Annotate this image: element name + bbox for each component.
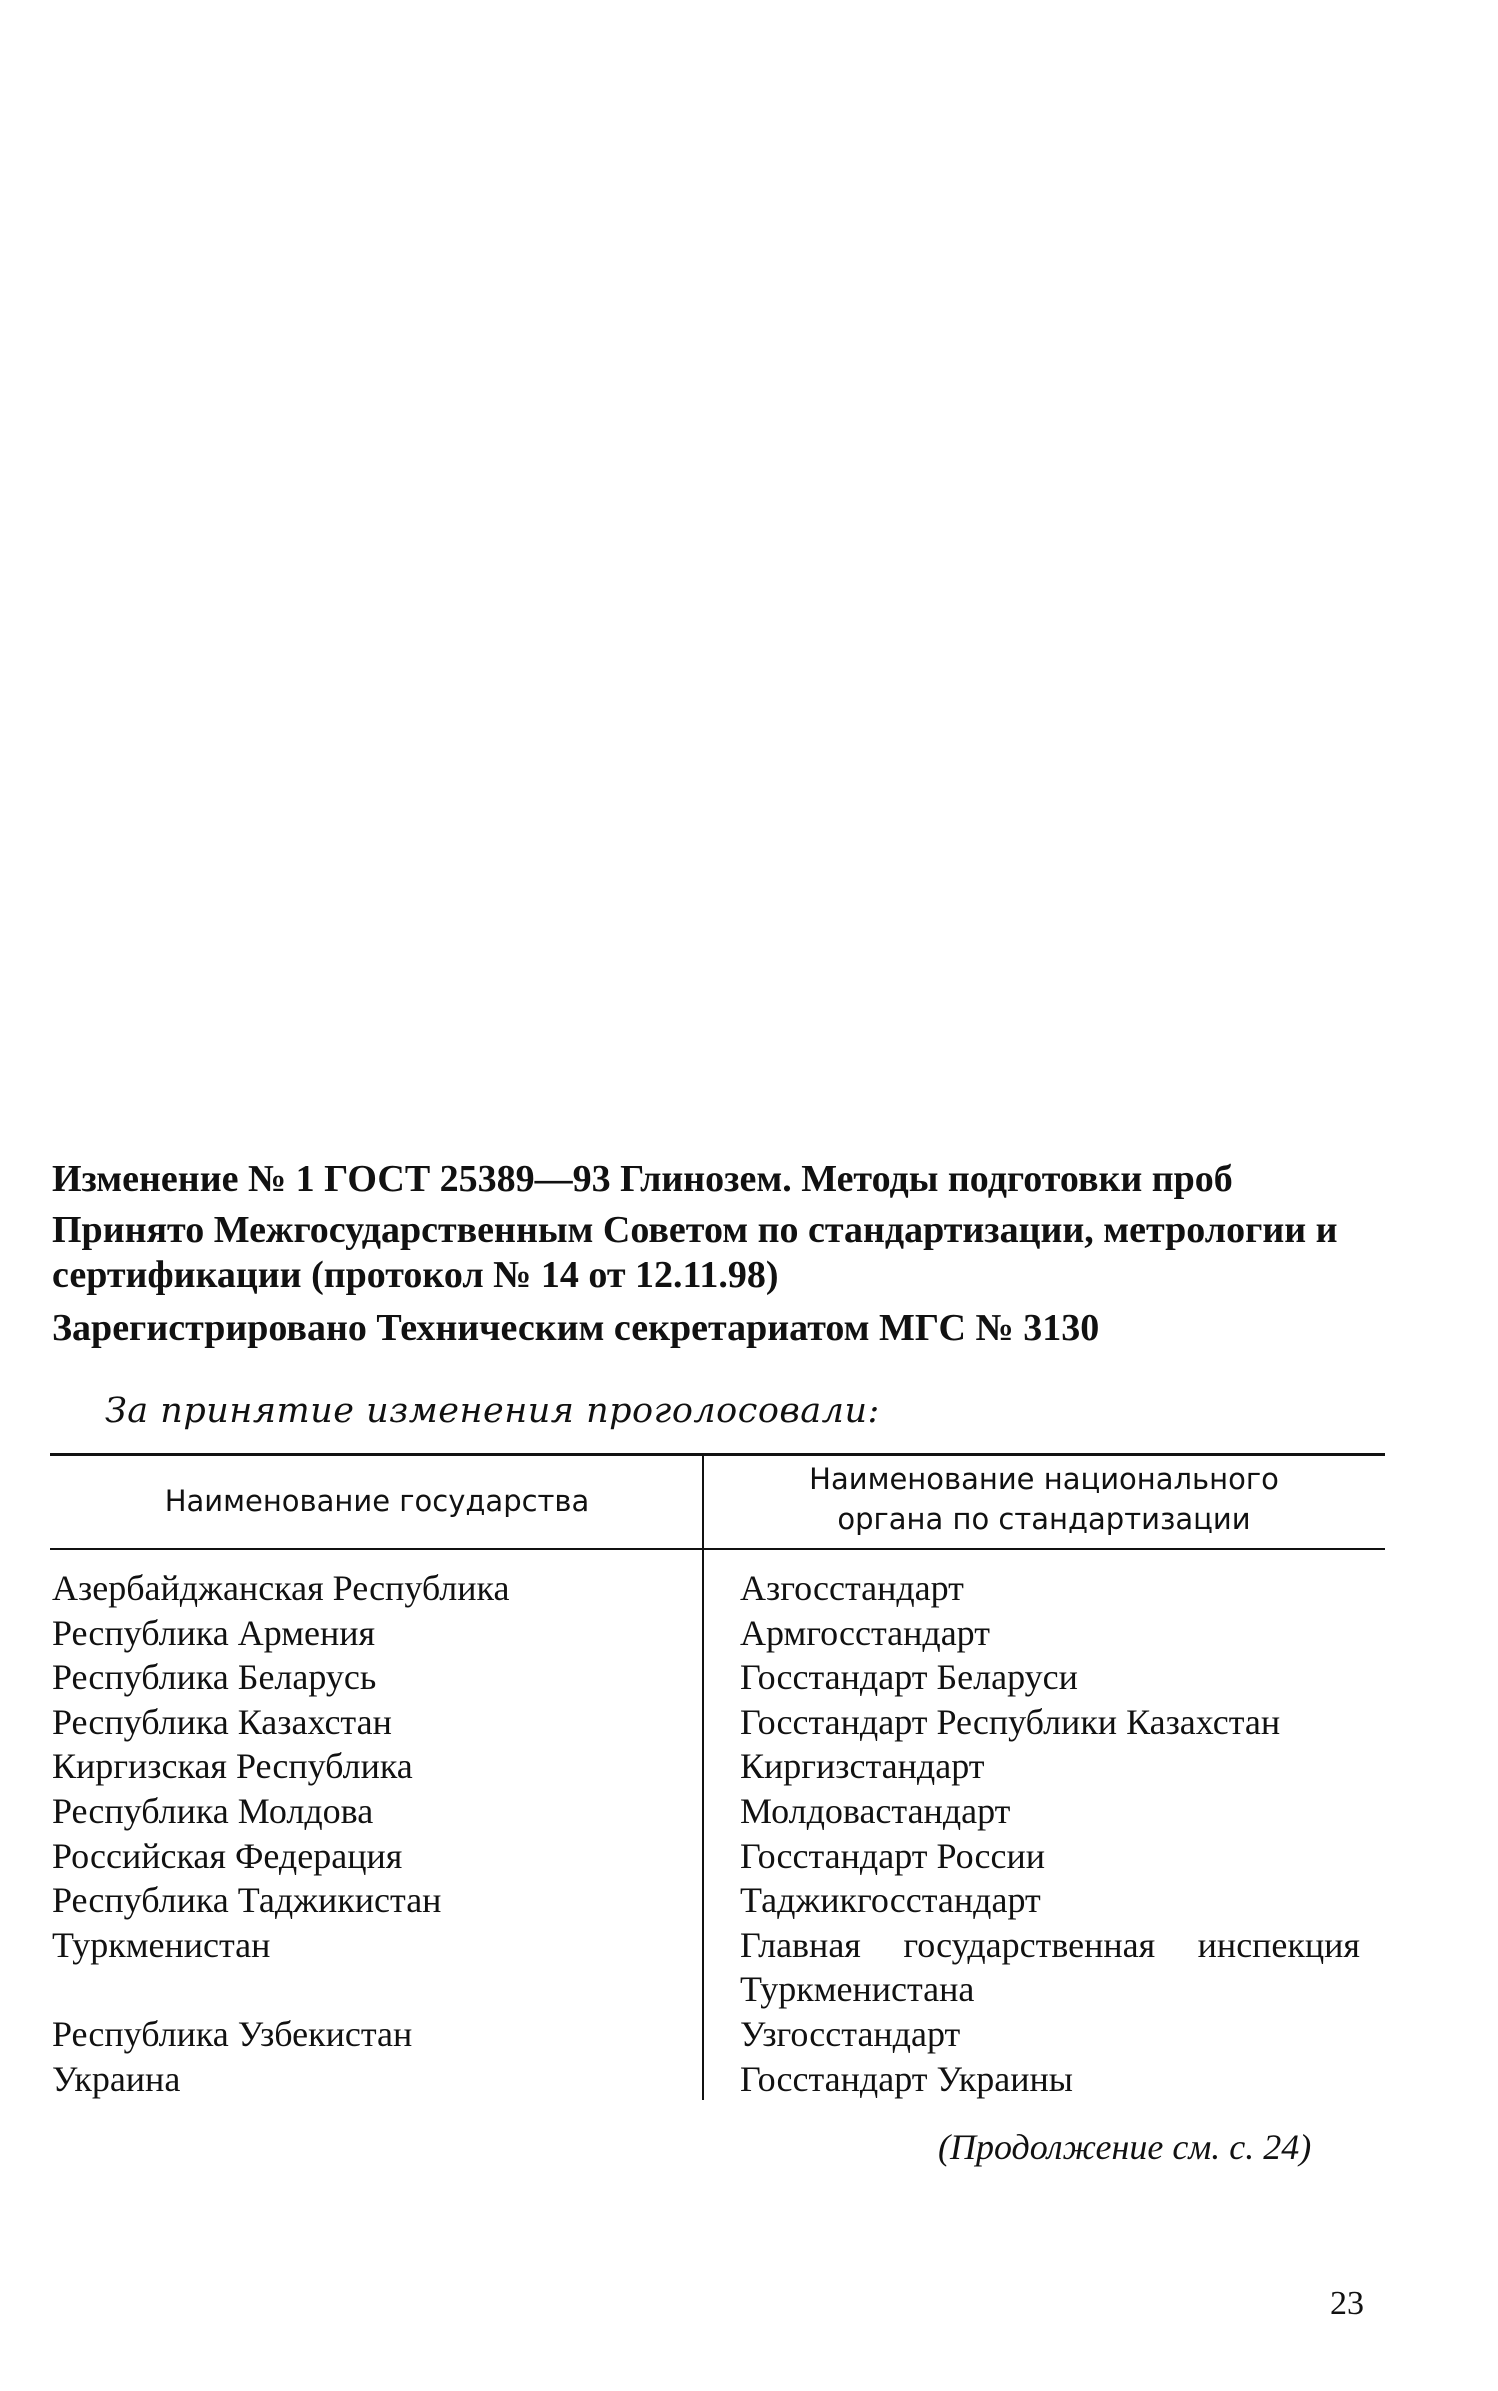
adoption-statement: Принято Межгосударственным Советом по стандартизации, метрологии и сертификации (протокол № 14 от 12.11.98) (52, 1209, 1338, 1296)
standards-body-cell: Узгосстандарт (740, 2013, 961, 2054)
column-header-standards-body-line1: Наименование национального (809, 1462, 1279, 1496)
standards-body-cell: Госстандарт России (740, 1835, 1045, 1876)
standards-body-cell: Госстандарт Украины (740, 2058, 1073, 2099)
table-header-rule (50, 1548, 1385, 1550)
standards-body-cell: Молдовастандарт (740, 1790, 1011, 1831)
continuation-note: (Продолжение см. с. 24) (938, 2127, 1312, 2167)
state-cell: Республика Таджикистан (52, 1880, 442, 1921)
registration-statement: Зарегистрировано Техническим секретариатом МГС № 3130 (52, 1307, 1100, 1349)
state-cell: Республика Казахстан (52, 1701, 392, 1742)
column-header-standards-body-line2: органа по стандартизации (837, 1502, 1251, 1536)
standards-body-cell: Главная государственная инспекция Туркменистана (740, 1924, 1360, 2010)
state-cell: Республика Армения (52, 1612, 376, 1653)
state-cell: Российская Федерация (52, 1835, 403, 1876)
table-column-divider (702, 1455, 704, 2100)
page-number: 23 (1330, 2285, 1364, 2322)
standards-body-column (740, 1566, 1400, 2101)
standards-body-cell: Армгосстандарт (740, 1612, 990, 1653)
voted-intro: За принятие изменения проголосовали: (105, 1391, 880, 1431)
state-cell: Республика Беларусь (52, 1657, 377, 1698)
state-cell: Азербайджанская Республика (52, 1568, 510, 1608)
state-cell: Республика Узбекистан (52, 2013, 413, 2054)
state-cell: Киргизская Республика (52, 1746, 413, 1787)
standards-body-cell: Таджикгосстандарт (740, 1880, 1041, 1921)
standards-body-cell: Госстандарт Республики Казахстан (740, 1701, 1281, 1742)
column-header-state: Наименование государства (164, 1484, 590, 1518)
column-header-standards-body (704, 1459, 1384, 1539)
standards-body-cell: Азгосстандарт (740, 1568, 964, 1608)
state-cell: Республика Молдова (52, 1790, 374, 1831)
state-cell: Туркменистан (52, 1924, 271, 1965)
standards-body-cell: Киргизстандарт (740, 1746, 985, 1787)
state-cell: Украина (52, 2058, 181, 2099)
state-column (52, 1566, 692, 2101)
standards-body-cell: Госстандарт Беларуси (740, 1657, 1078, 1698)
amendment-title: Изменение № 1 ГОСТ 25389—93 Глинозем. Методы подготовки проб (52, 1158, 1233, 1200)
table-top-rule (50, 1453, 1385, 1456)
